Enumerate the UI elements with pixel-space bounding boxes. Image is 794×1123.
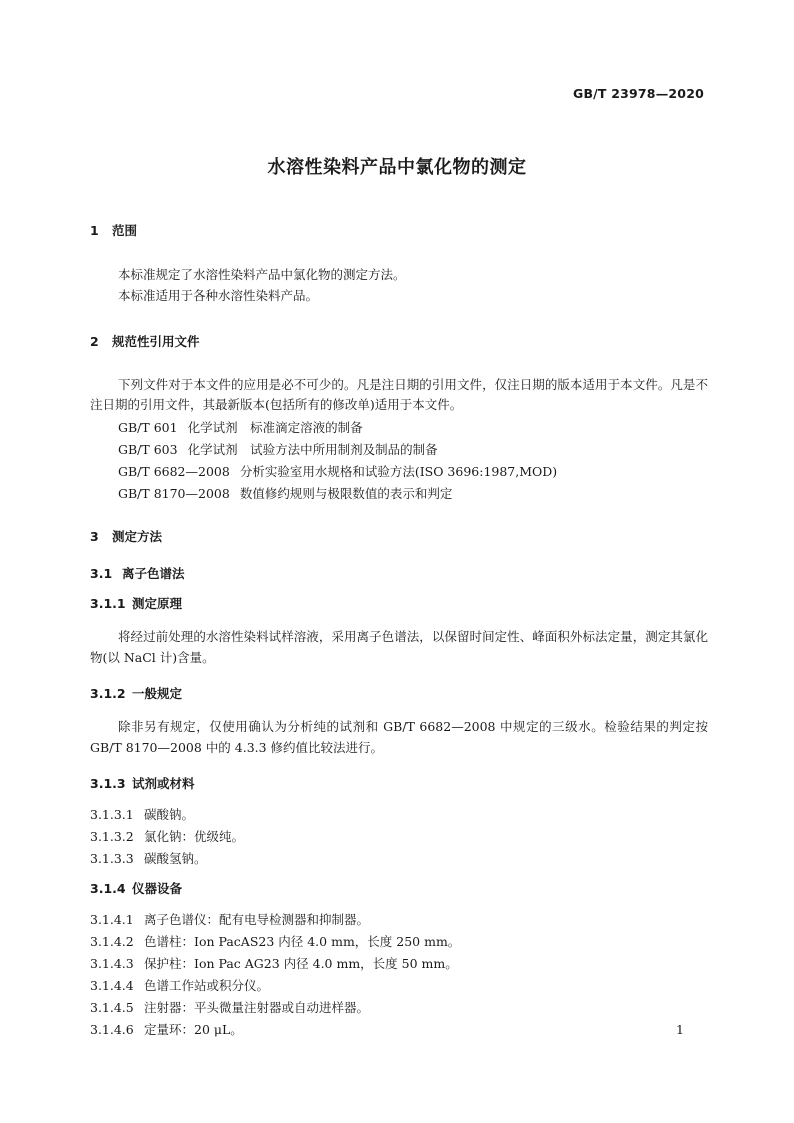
section-title: 范围 — [112, 223, 138, 238]
reference-code: GB/T 603 — [118, 442, 178, 457]
normative-references-intro: 下列文件对于本文件的应用是必不可少的。凡是注日期的引用文件，仅注日期的版本适用于本文件。凡是不注日期的引用文件，其最新版本(包括所有的修改单)适用于本文件。 — [90, 377, 708, 412]
section-number: 1 — [90, 223, 99, 238]
list-item — [90, 909, 708, 931]
scope-paragraph-1: 本标准规定了水溶性染料产品中氯化物的测定方法。 — [118, 267, 406, 282]
item-number: 3.1.4.5 — [90, 1000, 134, 1015]
subsection-number: 3.1 — [90, 566, 113, 581]
subsection-title: 离子色谱法 — [122, 566, 185, 581]
list-item — [90, 931, 708, 953]
subsection-3-1-3-heading — [90, 774, 708, 794]
section-2-heading — [90, 332, 708, 352]
reference-code: GB/T 8170—2008 — [118, 486, 230, 501]
principle-paragraph: 将经过前处理的水溶性染料试样溶液，采用离子色谱法，以保留时间定性、峰面积外标法定量，测定其氯化物(以 NaCl 计)含量。 — [90, 629, 708, 665]
reference-title: 数值修约规则与极限数值的表示和判定 — [239, 486, 453, 501]
reference-title: 分析实验室用水规格和试验方法(ISO 3696:1987,MOD) — [239, 464, 558, 479]
item-text: 碳酸氢钠。 — [144, 851, 207, 866]
list-item — [90, 848, 708, 870]
subsection-3-1-heading — [90, 564, 708, 584]
section-title: 规范性引用文件 — [112, 334, 200, 349]
list-item — [90, 804, 708, 826]
subsection-title: 试剂或材料 — [132, 776, 195, 791]
subsection-3-1-2-heading — [90, 684, 708, 704]
item-number: 3.1.3.1 — [90, 807, 134, 822]
item-text: 色谱工作站或积分仪。 — [144, 978, 270, 993]
item-number: 3.1.3.2 — [90, 829, 134, 844]
standard-code: GB/T 23978—2020 — [572, 86, 704, 101]
list-item — [90, 953, 708, 975]
item-text: 色谱柱：Ion PacAS23 内径 4.0 mm，长度 250 mm。 — [144, 934, 461, 949]
reference-item — [90, 461, 708, 483]
scope-paragraph-2: 本标准适用于各种水溶性染料产品。 — [118, 288, 319, 303]
item-number: 3.1.4.3 — [90, 956, 134, 971]
section-title: 测定方法 — [112, 529, 163, 544]
document-body — [90, 221, 708, 1041]
item-number: 3.1.3.3 — [90, 851, 134, 866]
list-item — [90, 997, 708, 1019]
section-3-heading — [90, 527, 708, 547]
list-item — [90, 975, 708, 997]
page-number: 1 — [676, 1022, 684, 1037]
subsection-number: 3.1.2 — [90, 686, 126, 701]
section-number: 2 — [90, 334, 99, 349]
section-number: 3 — [90, 529, 99, 544]
item-text: 氯化钠：优级纯。 — [144, 829, 245, 844]
item-text: 离子色谱仪：配有电导检测器和抑制器。 — [144, 912, 370, 927]
subsection-title: 一般规定 — [132, 686, 183, 701]
subsection-3-1-1-heading — [90, 594, 708, 614]
reference-code: GB/T 601 — [118, 420, 178, 435]
item-number: 3.1.4.4 — [90, 978, 134, 993]
list-item — [90, 1019, 708, 1041]
document-title: 水溶性染料产品中氯化物的测定 — [267, 157, 527, 178]
reference-item — [90, 417, 708, 439]
subsection-title: 仪器设备 — [132, 881, 183, 896]
reference-title: 化学试剂 标准滴定溶液的制备 — [187, 420, 363, 435]
subsection-number: 3.1.1 — [90, 596, 126, 611]
item-text: 碳酸钠。 — [144, 807, 195, 822]
subsection-number: 3.1.3 — [90, 776, 126, 791]
item-text: 保护柱：Ion Pac AG23 内径 4.0 mm，长度 50 mm。 — [144, 956, 458, 971]
subsection-title: 测定原理 — [132, 596, 183, 611]
reference-item — [90, 483, 708, 505]
item-number: 3.1.4.6 — [90, 1022, 134, 1037]
section-1-heading — [90, 221, 708, 241]
reference-item — [90, 439, 708, 461]
general-provisions-paragraph: 除非另有规定，仅使用确认为分析纯的试剂和 GB/T 6682—2008 中规定的三级水。检验结果的判定按 GB/T 8170—2008 中的 4.3.3 修约值比较法进行。 — [90, 719, 708, 755]
item-text: 定量环：20 μL。 — [144, 1022, 243, 1037]
reference-title: 化学试剂 试验方法中所用制剂及制品的制备 — [187, 442, 438, 457]
reference-code: GB/T 6682—2008 — [118, 464, 230, 479]
item-text: 注射器：平头微量注射器或自动进样器。 — [144, 1000, 370, 1015]
item-number: 3.1.4.2 — [90, 934, 134, 949]
item-number: 3.1.4.1 — [90, 912, 134, 927]
subsection-number: 3.1.4 — [90, 881, 126, 896]
subsection-3-1-4-heading — [90, 879, 708, 899]
list-item — [90, 826, 708, 848]
